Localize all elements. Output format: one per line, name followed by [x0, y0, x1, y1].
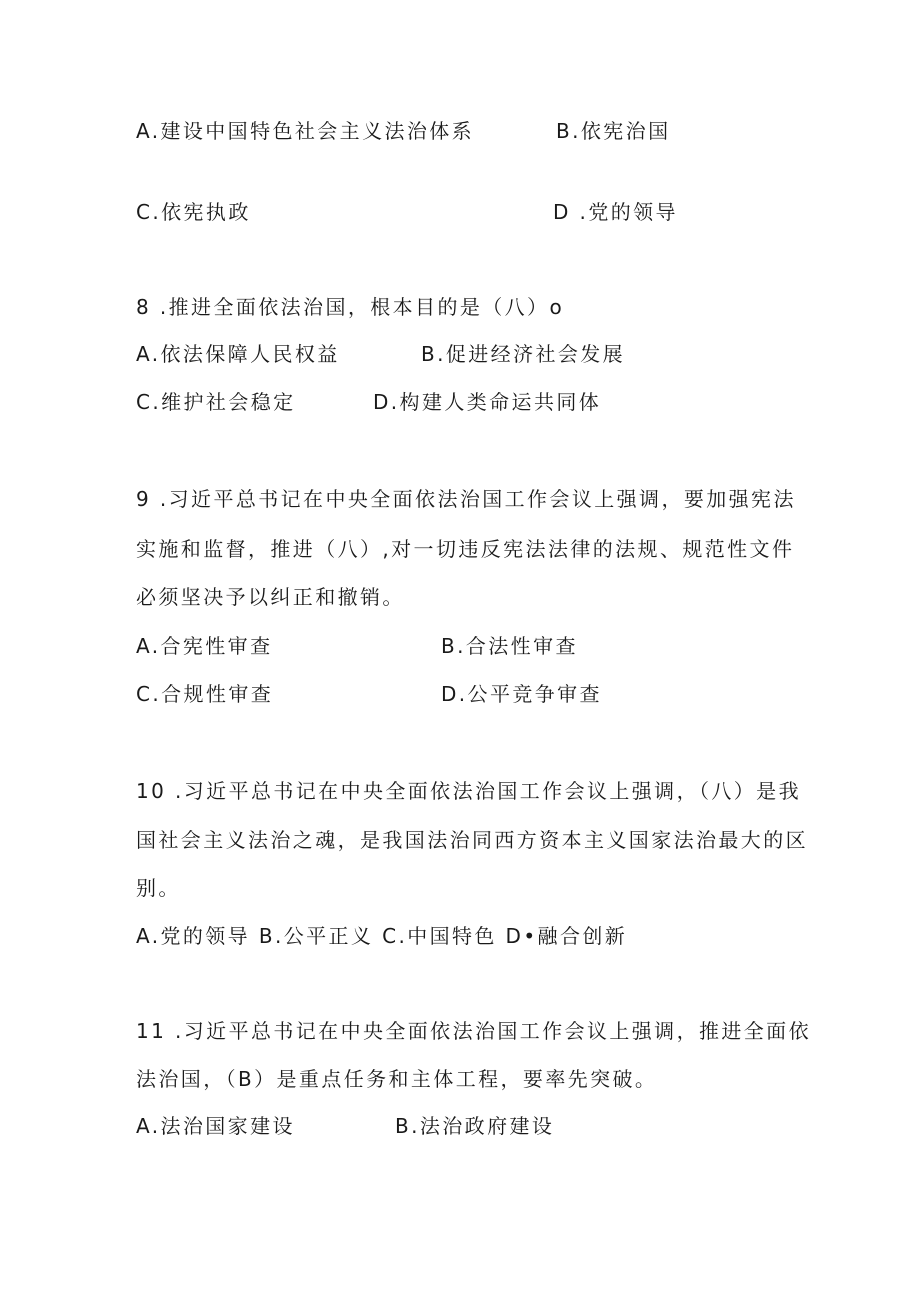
- q11-option-a: A.法治国家建设: [136, 1114, 295, 1138]
- q9-stem-line-2: 实施和监督，推进（八）,对一切违反宪法法律的法规、规范性文件: [136, 537, 795, 561]
- q9-option-a: A.合宪性审查: [136, 634, 273, 658]
- q8-option-c: C.维护社会稳定: [136, 390, 296, 414]
- q9-option-d: D.公平竞争审查: [441, 682, 602, 706]
- q10-stem-line-3: 别。: [136, 876, 181, 900]
- q7-option-a: A.建设中国特色社会主义法治体系: [136, 119, 475, 143]
- q7-option-c: C.依宪执政: [136, 200, 251, 224]
- q8-option-a: A.依法保障人民权益: [136, 342, 340, 366]
- q10-options: A.党的领导 B.公平正义 C.中国特色 D•融合创新: [136, 924, 628, 948]
- q8-option-b: B.促进经济社会发展: [421, 342, 626, 366]
- q8-stem: 8 .推进全面依法治国，根本目的是（八）o: [136, 295, 565, 319]
- q11-stem-line-2: 法治国，（B）是重点任务和主体工程，要率先突破。: [136, 1067, 658, 1091]
- q8-option-d: D.构建人类命运共同体: [373, 390, 602, 414]
- q9-stem-line-3: 必须坚决予以纠正和撤销。: [136, 585, 405, 609]
- q7-option-d: D .党的领导: [553, 200, 678, 224]
- q10-stem-line-1: 10 .习近平总书记在中央全面依法治国工作会议上强调，（八）是我: [136, 779, 801, 803]
- q9-option-b: B.合法性审查: [441, 634, 578, 658]
- q11-stem-line-1: 11 .习近平总书记在中央全面依法治国工作会议上强调，推进全面依: [136, 1019, 811, 1043]
- q10-stem-line-2: 国社会主义法治之魂，是我国法治同西方资本主义国家法治最大的区: [136, 828, 808, 852]
- q9-option-c: C.合规性审查: [136, 682, 274, 706]
- q11-option-b: B.法治政府建设: [395, 1114, 555, 1138]
- q7-option-b: B.依宪治国: [556, 119, 671, 143]
- q9-stem-line-1: 9 .习近平总书记在中央全面依法治国工作会议上强调，要加强宪法: [136, 487, 796, 511]
